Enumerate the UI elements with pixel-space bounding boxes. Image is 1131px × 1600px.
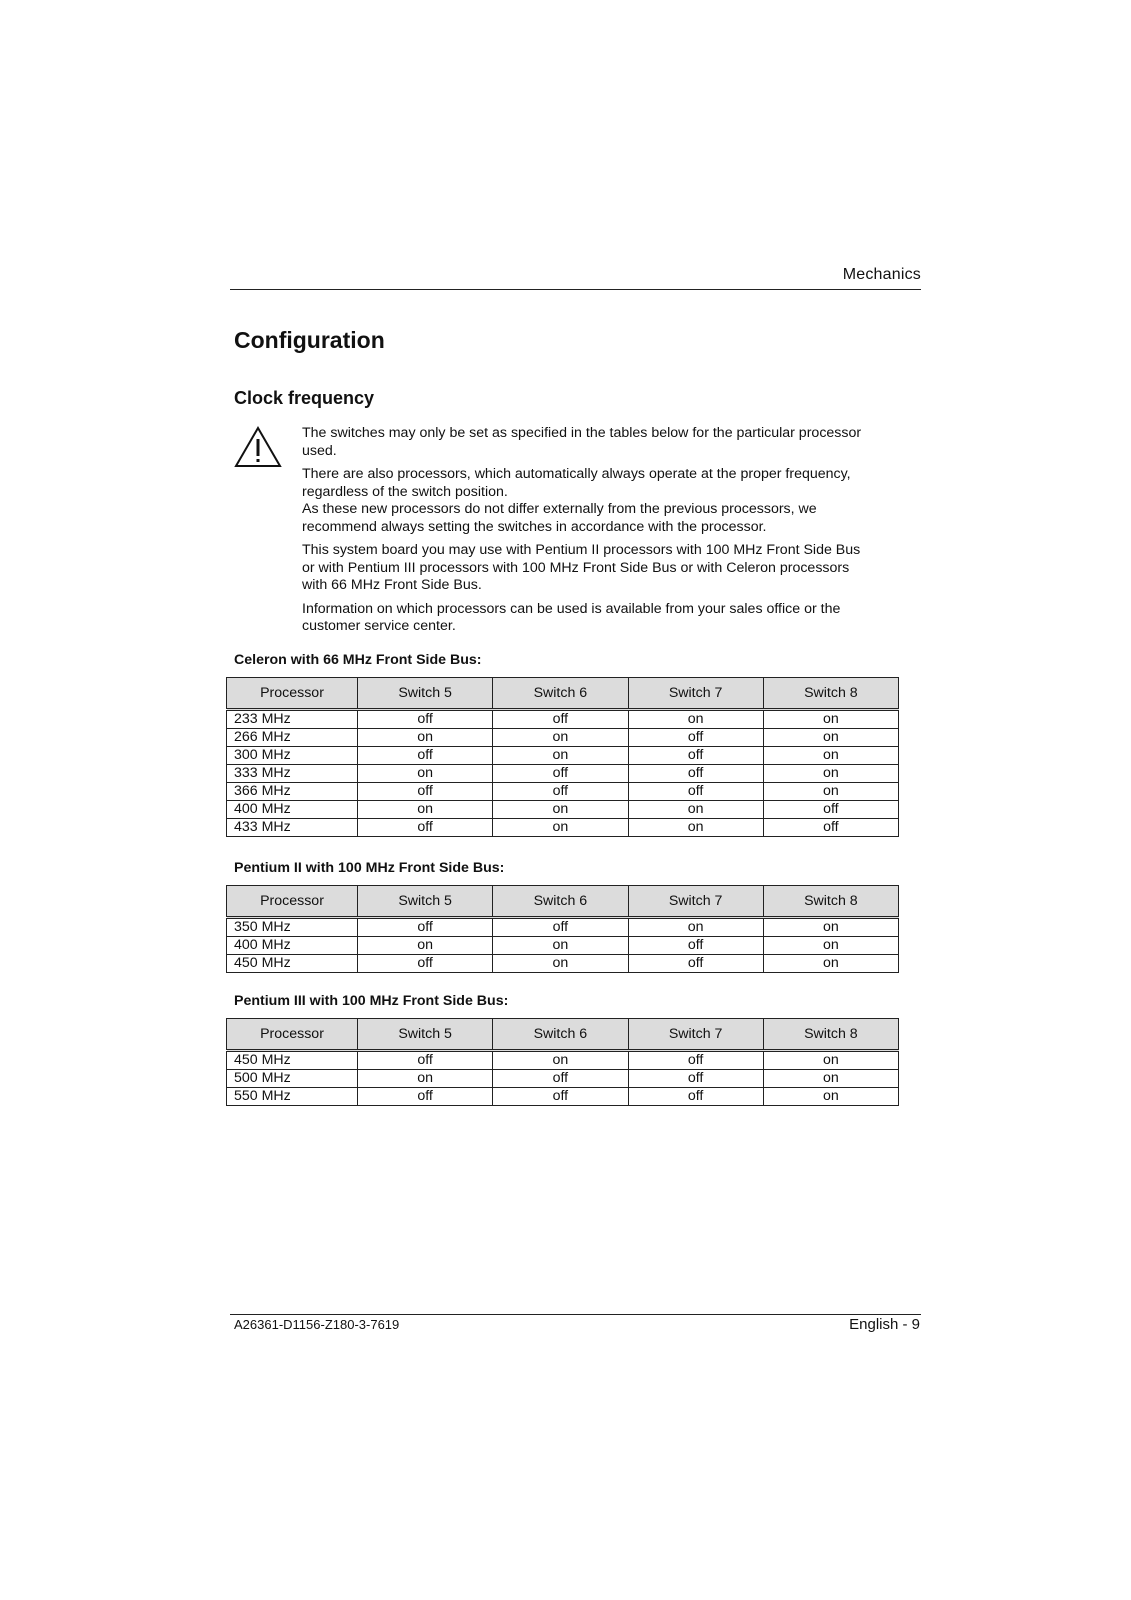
table-row [227,937,899,955]
table-cell: 500 MHz [227,1070,358,1088]
table-cell: on [628,710,763,729]
column-header: Switch 7 [628,1019,763,1051]
note-paragraph [302,466,922,536]
table-cell: on [493,1051,628,1070]
table-cell: 266 MHz [227,729,358,747]
note-line: regardless of the switch position. [302,483,508,500]
note-paragraph [302,542,922,595]
column-header: Processor [227,1019,358,1051]
note-line: There are also processors, which automatically always operate at the proper frequency, [302,466,851,482]
table-row [227,1070,899,1088]
table-row [227,783,899,801]
table-cell: 333 MHz [227,765,358,783]
table-cell: off [358,918,493,937]
table-cell: on [763,1070,898,1088]
note-line: with 66 MHz Front Side Bus. [302,577,482,593]
pentium3-table-caption: Pentium III with 100 MHz Front Side Bus: [234,993,509,1009]
page-title: Configuration [234,327,385,353]
table-cell: off [628,729,763,747]
page-number: English - 9 [849,1316,920,1333]
table-row [227,765,899,783]
table-cell: on [493,937,628,955]
note-line: or with Pentium III processors with 100 MHz Front Side Bus or with Celeron processors [302,559,850,576]
table-cell: off [763,819,898,837]
table-cell: on [493,801,628,819]
celeron-switch-table [226,677,899,837]
column-header: Processor [227,886,358,918]
table-cell: off [358,819,493,837]
column-header: Switch 5 [358,678,493,710]
table-cell: on [763,783,898,801]
table-row [227,710,899,729]
warning-notes [302,425,922,642]
table-cell: 433 MHz [227,819,358,837]
table-cell: on [628,918,763,937]
note-line: customer service center. [302,618,456,634]
table-cell: 550 MHz [227,1088,358,1106]
table-cell: on [493,747,628,765]
table-cell: on [763,918,898,937]
table-cell: off [493,918,628,937]
celeron-table-caption: Celeron with 66 MHz Front Side Bus: [234,652,482,668]
table-cell: off [358,1088,493,1106]
warning-triangle-icon [233,425,283,469]
table-cell: on [763,747,898,765]
table-cell: off [628,783,763,801]
table-header-row [227,886,899,918]
table-cell: off [628,765,763,783]
table-cell: off [358,955,493,973]
table-row [227,1088,899,1106]
column-header: Switch 7 [628,886,763,918]
column-header: Switch 8 [763,678,898,710]
column-header: Processor [227,678,358,710]
table-cell: 233 MHz [227,710,358,729]
column-header: Switch 7 [628,678,763,710]
table-cell: on [493,955,628,973]
table-row [227,1051,899,1070]
table-cell: off [358,1051,493,1070]
table-cell: 450 MHz [227,955,358,973]
table-cell: off [628,1051,763,1070]
table-cell: off [493,765,628,783]
table-row [227,819,899,837]
table-row [227,729,899,747]
table-cell: on [763,1051,898,1070]
note-line: Information on which processors can be used is available from your sales office or the [302,600,841,617]
table-cell: 400 MHz [227,937,358,955]
table-cell: on [763,955,898,973]
pentium2-switch-table [226,885,899,973]
table-cell: on [358,765,493,783]
table-cell: 450 MHz [227,1051,358,1070]
table-cell: off [493,783,628,801]
table-cell: on [358,937,493,955]
header-rule [230,289,921,290]
note-line: As these new processors do not differ externally from the previous processors, we [302,501,817,517]
column-header: Switch 5 [358,886,493,918]
table-cell: off [628,747,763,765]
table-cell: on [763,729,898,747]
note-line: recommend always setting the switches in accordance with the processor. [302,518,767,535]
table-row [227,801,899,819]
table-cell: off [628,937,763,955]
column-header: Switch 6 [493,678,628,710]
footer-rule [230,1314,921,1315]
table-header-row [227,1019,899,1051]
note-line: The switches may only be set as specified in the tables below for the particular processor [302,425,862,441]
table-cell: on [358,801,493,819]
table-cell: on [358,1070,493,1088]
table-cell: on [763,937,898,955]
table-row [227,747,899,765]
table-cell: off [493,1088,628,1106]
table-header-row [227,678,899,710]
table-cell: on [763,1088,898,1106]
table-cell: on [493,819,628,837]
column-header: Switch 6 [493,886,628,918]
table-cell: on [493,729,628,747]
table-row [227,955,899,973]
table-row [227,918,899,937]
table-cell: off [358,710,493,729]
table-cell: off [493,1070,628,1088]
table-cell: 400 MHz [227,801,358,819]
column-header: Switch 5 [358,1019,493,1051]
column-header: Switch 8 [763,1019,898,1051]
pentium2-table-caption: Pentium II with 100 MHz Front Side Bus: [234,860,505,876]
document-code: A26361-D1156-Z180-3-7619 [234,1317,400,1332]
table-cell: off [628,1070,763,1088]
table-cell: 366 MHz [227,783,358,801]
table-cell: 300 MHz [227,747,358,765]
table-cell: on [628,801,763,819]
column-header: Switch 6 [493,1019,628,1051]
column-header: Switch 8 [763,886,898,918]
section-heading: Clock frequency [234,388,375,408]
note-paragraph [302,601,922,636]
running-header: Mechanics [842,266,921,283]
table-cell: off [358,783,493,801]
note-paragraph [302,425,922,460]
table-cell: off [628,1088,763,1106]
table-cell: on [763,765,898,783]
table-cell: off [628,955,763,973]
table-cell: on [628,819,763,837]
note-line: This system board you may use with Pentium II processors with 100 MHz Front Side Bus [302,542,861,558]
table-cell: on [763,710,898,729]
table-cell: off [493,710,628,729]
table-cell: off [763,801,898,819]
table-cell: on [358,729,493,747]
pentium3-switch-table [226,1018,899,1106]
note-line: used. [302,442,337,459]
table-cell: 350 MHz [227,918,358,937]
table-cell: off [358,747,493,765]
